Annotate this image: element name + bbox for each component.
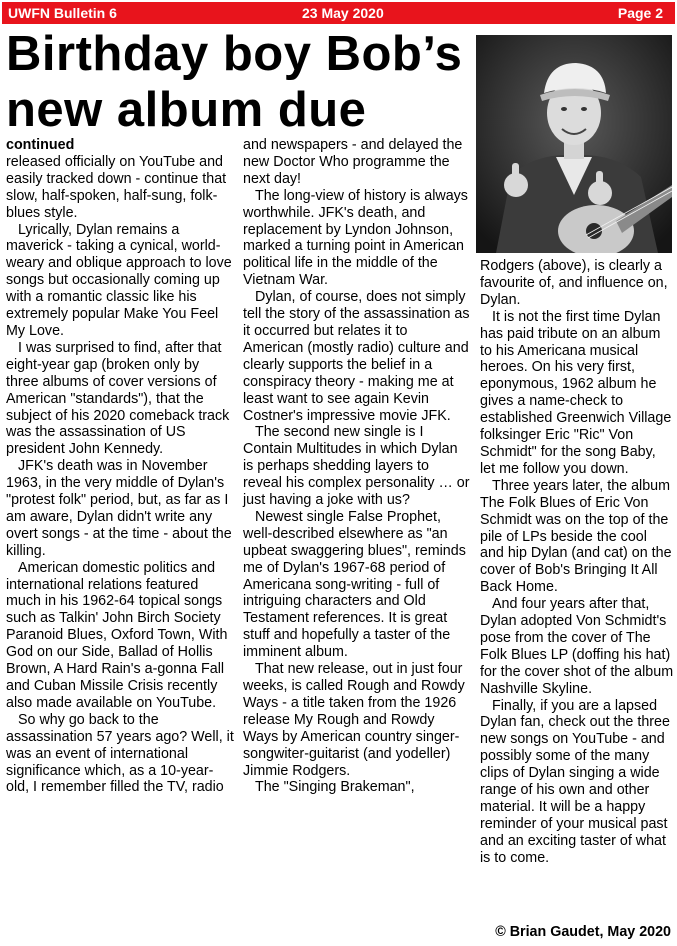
article-column-2 — [243, 137, 471, 796]
paragraph: American domestic politics and international relations featured much in his 1962-64 topical songs such as Talkin' John Birch Society Paranoid Blues, Oxford Town, With God on our Side, Ballad of Hollis Brown, A Hard Rain's a-gonna Fall and Cuban Missile Crisis recently also made available on YouTube. — [6, 559, 228, 711]
paragraph: Newest single False Prophet, well-described elsewhere as "an upbeat swaggering blues", reminds me of Dylan's 1967-68 period of Americana song-writing - full of intriguing characters and Old Testament references. It is great stuff and hopefully a taster of the imminent album. — [243, 508, 466, 661]
jimmie-rodgers-photo — [476, 35, 672, 253]
paragraph: Three years later, the album The Folk Blues of Eric Von Schmidt was on the top of the pile of LPs beside the cool and hip Dylan (and cat) on the cover of Bob's Bringing It All Back Home. — [480, 477, 672, 596]
continued-label: continued — [6, 137, 75, 153]
article-headline: Birthday boy Bob’s new album due — [6, 27, 463, 137]
bulletin-banner — [2, 2, 675, 24]
paragraph: That new release, out in just four weeks, is called Rough and Rowdy Ways - a title taken from the 1926 release My Rough and Rowdy Ways by American country singer-songwiter-guitarist (and yodeller) Jimmie Rodgers. — [243, 661, 465, 779]
page-number: Page 2 — [617, 5, 663, 21]
paragraph: and newspapers - and delayed the new Doctor Who programme the next day! — [243, 137, 463, 187]
bulletin-date: 23 May 2020 — [302, 5, 384, 21]
photo-illustration — [476, 35, 672, 253]
paragraph: And four years after that, Dylan adopted Von Schmidt's pose from the cover of The Folk Blues LP (doffing his hat) for the cover shot of the album Nashville Skyline. — [480, 596, 674, 697]
paragraph: The "Singing Brakeman", — [255, 779, 415, 796]
paragraph: Lyrically, Dylan remains a maverick - taking a cynical, world-weary and oblique approach to love songs but occasionally coming up with a romantic classic like his extremely popular Make You Feel My Love. — [6, 221, 232, 339]
paragraph: Finally, if you are a lapsed Dylan fan, check out the three new songs on YouTube - and possibly some of the many clips of Dylan singing a wide range of his own and other material. It will be a happy reminder of your musical past and an exciting taster of what is to come. — [480, 697, 670, 866]
article-column-1 — [6, 137, 234, 796]
paragraph: Dylan, of course, does not simply tell the story of the assassination as it occurred but relates it to American (mostly radio) culture and clearly supports the belief in a conspiracy theory - making me at least want to see again Kevin Costner's impressive movie JFK. — [243, 289, 470, 424]
article-column-3 — [480, 258, 674, 867]
paragraph: released officially on YouTube and easily tracked down - continue that slow, half-spoken, half-sung, folk-blues style. — [6, 153, 227, 221]
author-credit: © Brian Gaudet, May 2020 — [495, 924, 671, 940]
paragraph: It is not the first time Dylan has paid tribute on an album to his Americana musical heroes. On his very first, eponymous, 1962 album he gives a name-check to established Greenwich Village folksinger Eric "Ric" Von Schmidt" for the song Baby, let me follow you down. — [480, 308, 672, 477]
paragraph: Rodgers (above), is clearly a favourite of, and influence on, Dylan. — [480, 258, 668, 308]
paragraph: JFK's death was in November 1963, in the very middle of Dylan's "protest folk" period, but, as far as I am aware, Dylan didn't write any overt songs - at the time - about the killing. — [6, 458, 232, 559]
bulletin-name: UWFN Bulletin 6 — [8, 5, 117, 21]
paragraph: The long-view of history is always worthwhile. JFK's death, and replacement by Lyndon Johnson, marked a turning point in American political life in the middle of the Vietnam War. — [243, 187, 468, 289]
paragraph: The second new single is I Contain Multitudes in which Dylan is perhaps shedding layers to reveal his complex personality … or just having a joke with us? — [243, 424, 470, 509]
paragraph: I was surprised to find, after that eight-year gap (broken only by three albums of cover versions of American "standards"), that the subject of his 2020 comeback track was the assassination of US president John Kennedy. — [6, 339, 230, 458]
paragraph: So why go back to the assassination 57 years ago? Well, it was an event of international significance which, as a 10-year-old, I remember filled the TV, radio — [6, 711, 234, 796]
